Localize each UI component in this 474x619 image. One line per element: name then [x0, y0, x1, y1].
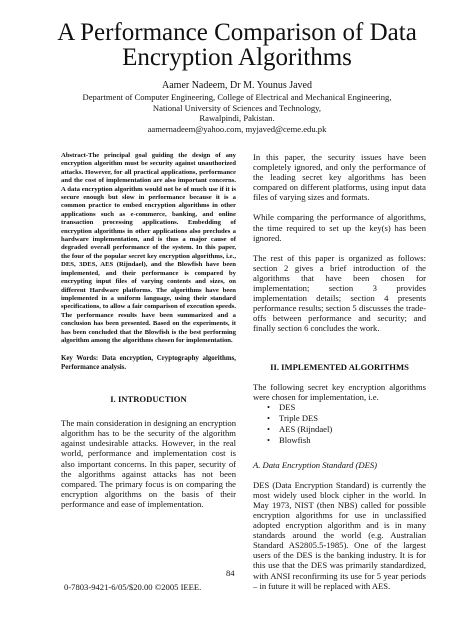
list-item: • AES (Rijndael)	[267, 424, 426, 435]
algorithm-list	[253, 402, 426, 446]
affiliation-city: Rawalpindi, Pakistan.	[199, 113, 275, 123]
list-item: • Triple DES	[267, 413, 426, 424]
affiliation-university: National University of Sciences and Technology,	[152, 102, 322, 113]
title-line-1: A Performance Comparison of Data	[57, 19, 417, 46]
list-item: • Blowfish	[267, 435, 426, 446]
affiliation-emails: aamernadeem@yahoo.com, myjaved@ceme.edu.pk	[147, 123, 327, 134]
des-paragraph: DES (Data Encryption Standard) is currently the most widely used block cipher in the world. In May 1973, NIST (then NBS) called for possible encryption algorithms for use in unclassified adopted encryption algorithm and is in many standards around the world (e.g. Australian Standard AS2805.5-1985). One of the largest users of the DES is the banking industry. It is for this use that the DES was primarily standardized, with ANSI reconfirming its use for 5 year periods – in future it will be replaced with AES.	[253, 479, 426, 591]
right-column	[253, 152, 426, 591]
abstract: Abstract-The principal goal guiding the design of any encryption algorithm must be security against unauthorized attacks. However, for all practical applications, performance and the cost of implementation are also important concerns. A data encryption algorithm would not be of much use if it is secure enough but slow in performance because it is a common practice to embed encryption algorithms in other applications such as e-commerce, banking, and online transaction processing applications. Embedding of encryption algorithms in other applications also precludes a hardware implementation, and is thus a major cause of degraded overall performance of the system. In this paper, the four of the popular secret key encryption algorithms, i.e., DES, 3DES, AES (Rijndael), and the Blowfish have been implemented, and their performance is compared by encrypting input files of varying contents and sizes, on different Hardware platforms. The algorithms have been implemented in a uniform language, using their standard specifications, to allow a fair comparison of execution speeds. The performance results have been summarized and a conclusion has been presented. Based on the experiments, it has been concluded that the Blowfish is the best performing algorithm among the algorithms chosen for implementation.	[61, 152, 236, 344]
keywords: Key Words: Data encryption, Cryptography algorithms, Performance analysis.	[61, 355, 236, 371]
copyright-footer: 0-7803-9421-6/05/$20.00 ©2005 IEEE.	[64, 582, 202, 592]
right-paragraph-3: The rest of this paper is organized as follows: section 2 gives a brief introduction of the algorithms that have been chosen for implementation; section 3 provides implementation details; section 4 presents performance results; section 5 discusses the trade-offs between performance and security; and finally section 6 concludes the work.	[253, 252, 426, 334]
affiliation	[40, 92, 434, 134]
algorithms-intro-paragraph: The following secret key encryption algorithms were chosen for implementation, i.e.	[253, 381, 426, 402]
title-line-2: Encryption Algorithms	[122, 44, 352, 71]
affiliation-department: Department of Computer Engineering, College of Electrical and Mechanical Engineering,	[82, 92, 392, 102]
section-heading-introduction: I. INTRODUCTION	[110, 394, 187, 405]
right-paragraph-2: While comparing the performance of algorithms, the time required to set up the key(s) has been ignored.	[253, 212, 426, 243]
paper-title	[40, 20, 434, 70]
list-item: • DES	[267, 402, 426, 413]
left-column	[61, 152, 236, 509]
subsection-heading-des: A. Data Encryption Standard (DES)	[253, 459, 378, 470]
page-number: 84	[226, 568, 235, 578]
authors: Aamer Nadeem, Dr M. Younus Javed	[162, 80, 312, 91]
introduction-paragraph: The main consideration in designing an encryption algorithm has to be the security of the algorithm against undesirable attacks. However, in the real world, performance and implementation cost is also important concerns. In this paper, security of the algorithms against attacks has not been compared. The primary focus is on comparing the encryption algorithms on the basis of their performance and ease of implementation.	[61, 418, 236, 509]
section-heading-implemented-algorithms: II. IMPLEMENTED ALGORITHMS	[270, 361, 409, 372]
right-paragraph-1: In this paper, the security issues have been completely ignored, and only the performance of the leading secret key algorithms has been compared on different platforms, using input data files of varying sizes and formats.	[253, 152, 426, 203]
